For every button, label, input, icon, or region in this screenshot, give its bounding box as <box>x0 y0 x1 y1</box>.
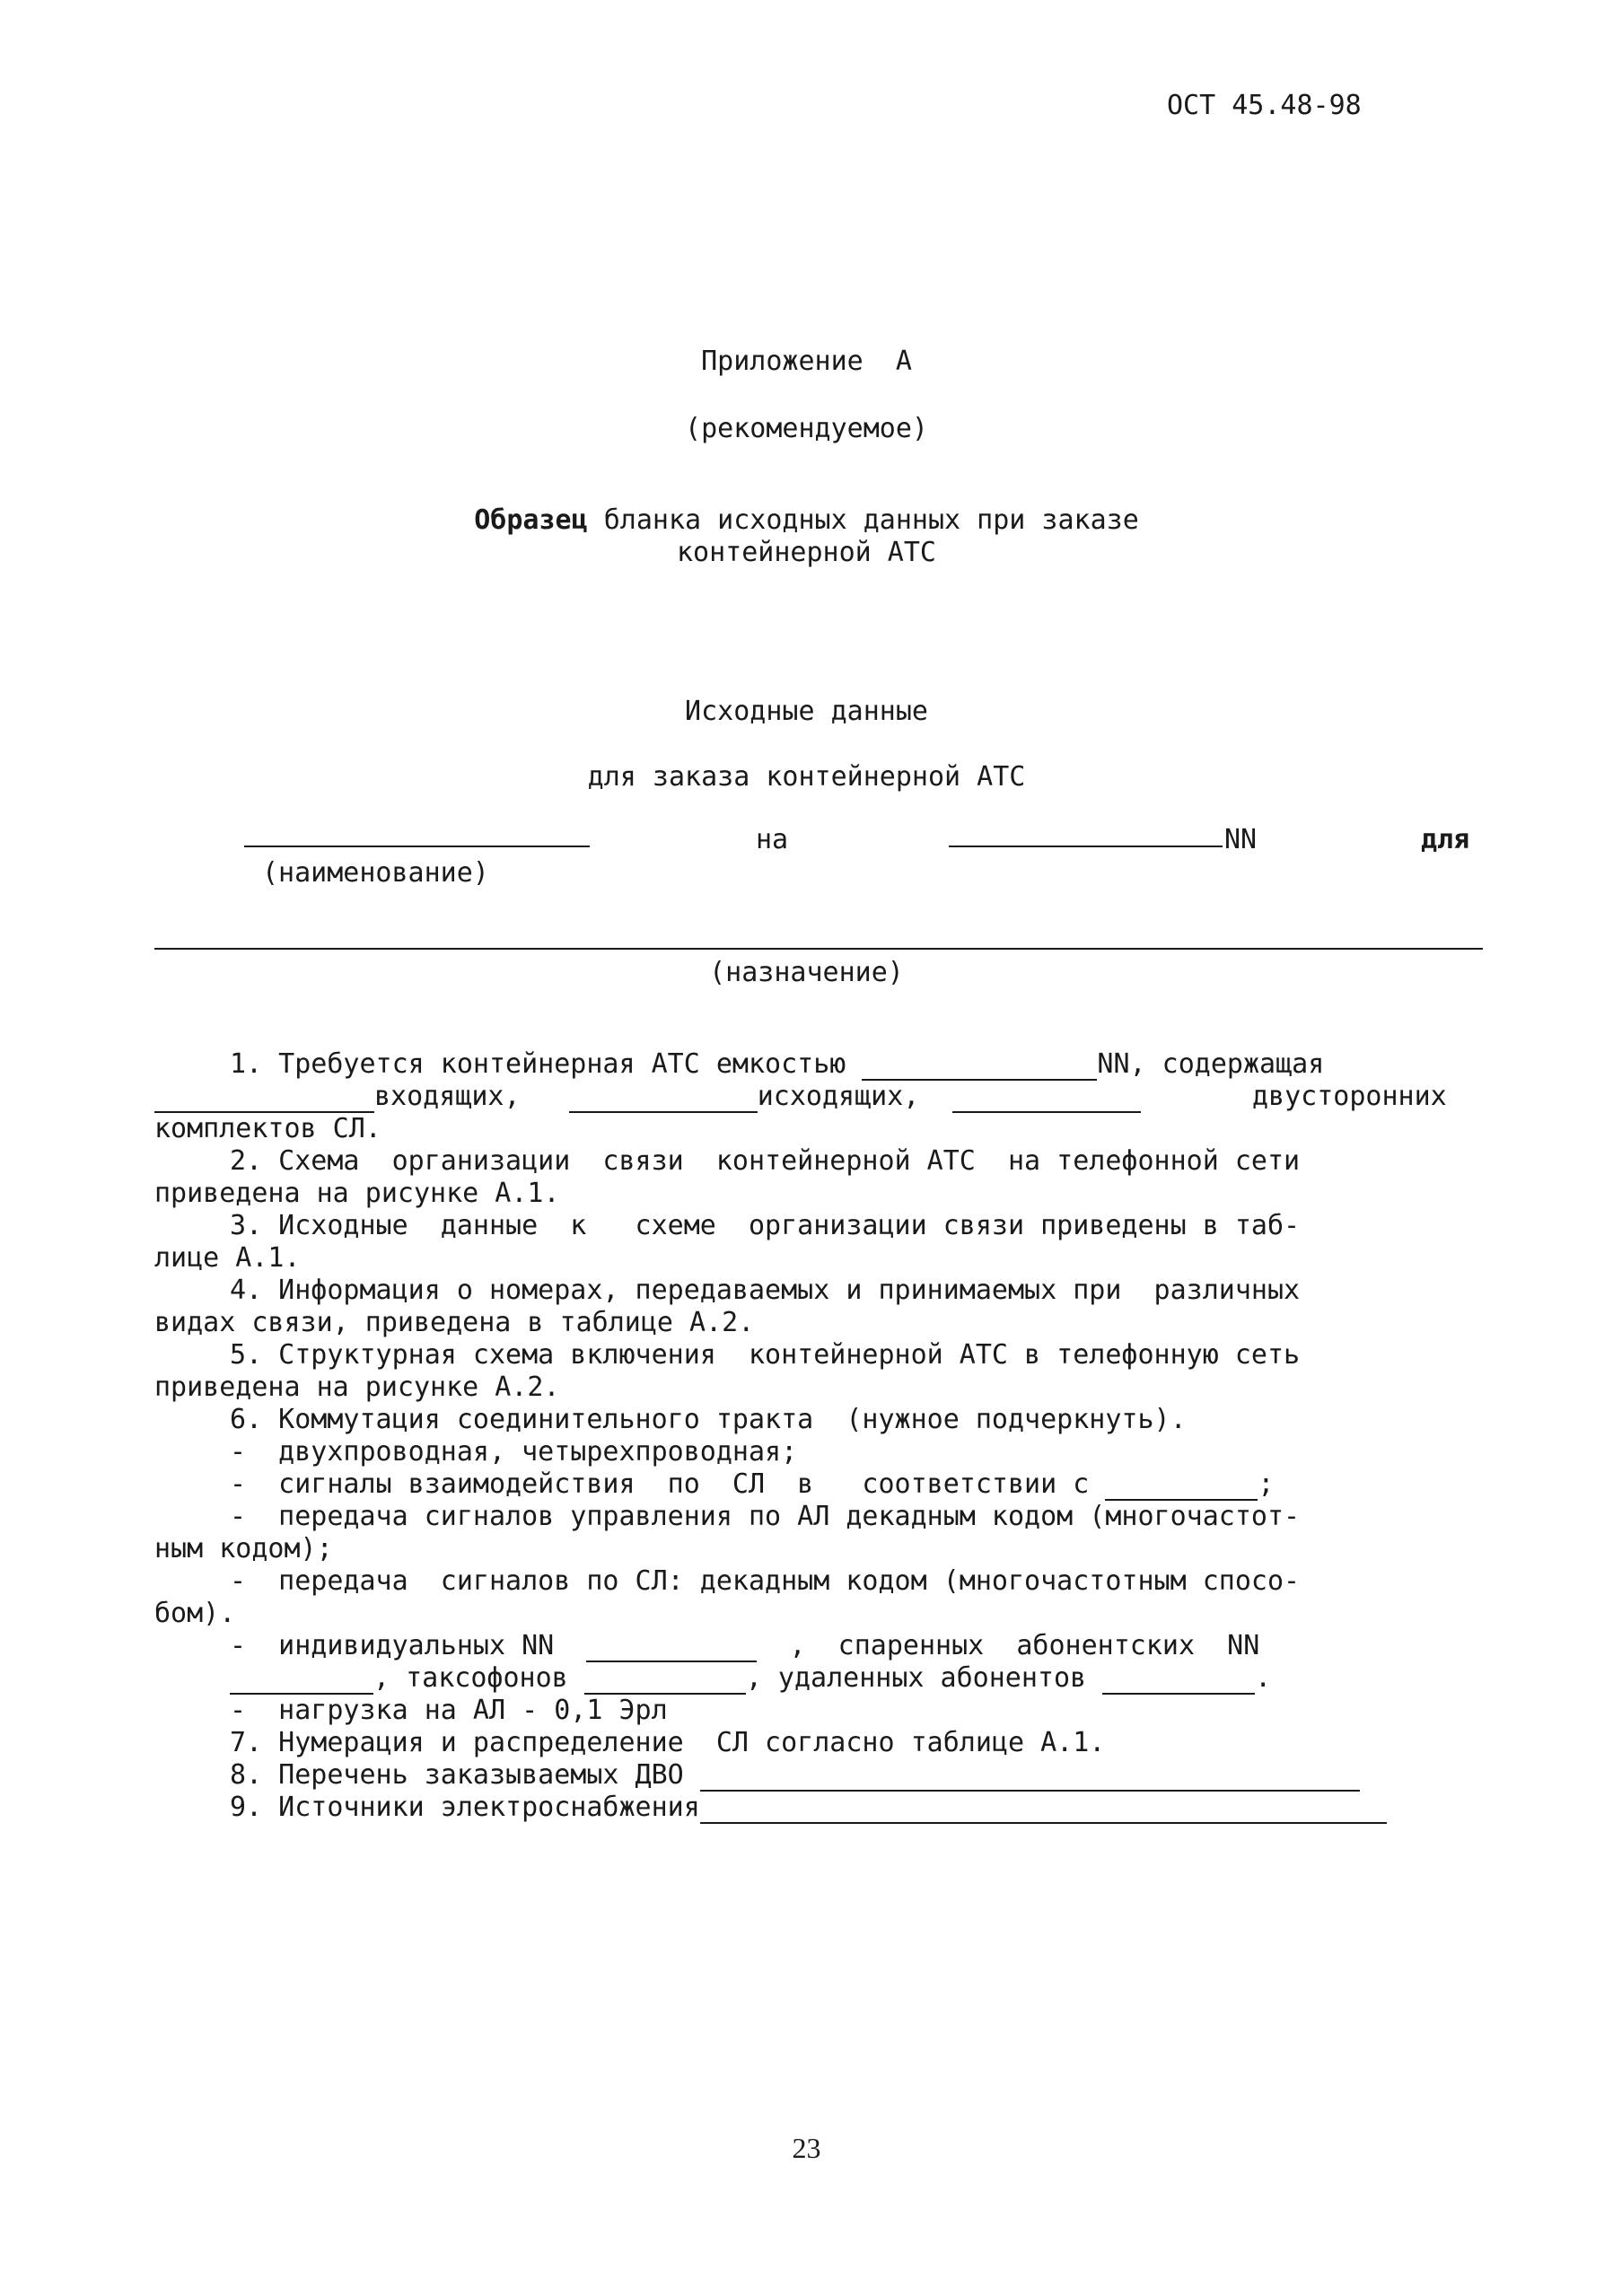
incoming-blank[interactable] <box>154 1088 374 1113</box>
appendix-status: (рекомендуемое) <box>685 413 928 444</box>
remote-end: . <box>1255 1662 1272 1694</box>
item-6-load: - нагрузка на АЛ - 0,1 Эрл <box>230 1695 668 1726</box>
nn-blank[interactable] <box>949 846 1223 847</box>
purpose-blank[interactable] <box>154 948 1483 950</box>
nn-label: NN <box>1224 824 1258 855</box>
item-1-line1 <box>230 1048 1324 1081</box>
item-9-label: 9. Источники электроснабжения <box>230 1792 700 1823</box>
form-subtitle: для заказа контейнерной АТС <box>587 761 1026 793</box>
form-title: Исходные данные <box>685 696 928 727</box>
item-7: 7. Нумерация и распределение СЛ согласно таблице А.1. <box>230 1727 1106 1758</box>
item-1-text-b: NN, содержащая <box>1097 1048 1325 1080</box>
individual-label: - индивидуальных NN <box>230 1630 555 1661</box>
item-4-line2: видах связи, приведена в таблице А.2. <box>154 1307 755 1338</box>
item-1-line2 <box>154 1081 1141 1113</box>
item-6-signals <box>230 1468 1274 1501</box>
na-label: на <box>756 824 789 855</box>
item-5-line2: приведена на рисунке А.2. <box>154 1371 560 1403</box>
remote-label: , удаленных абонентов <box>745 1662 1087 1694</box>
signals-text: - сигналы взаимодействия по СЛ в соответствии с <box>230 1468 1090 1500</box>
heading-bold-word: Образец <box>474 504 588 536</box>
item-6-al-line1: - передача сигналов управления по АЛ декадным кодом (многочастот- <box>230 1501 1301 1532</box>
item-3-line2: лице А.1. <box>154 1242 301 1274</box>
item-6-numbers-line2 <box>230 1662 1271 1695</box>
item-8-label: 8. Перечень заказываемых ДВО <box>230 1759 684 1791</box>
document-code: ОСТ 45.48-98 <box>1167 90 1362 121</box>
item-6-sl-line1: - передача сигналов по СЛ: декадным кодом (многочастотным спосо- <box>230 1565 1301 1597</box>
power-blank[interactable] <box>700 1799 1387 1824</box>
paired-blank[interactable] <box>230 1669 373 1695</box>
item-8 <box>230 1759 1360 1792</box>
payphone-blank[interactable] <box>584 1669 746 1695</box>
item-2-line2: приведена на рисунке А.1. <box>154 1178 560 1209</box>
bidirectional-blank[interactable] <box>952 1088 1141 1113</box>
item-1-text-a: 1. Требуется контейнерная АТС емкостью <box>230 1048 846 1080</box>
item-2-line1: 2. Схема организации связи контейнерной АТС на телефонной сети <box>230 1145 1301 1177</box>
item-6: 6. Коммутация соединительного тракта (нужное подчеркнуть). <box>230 1404 1187 1435</box>
dvo-blank[interactable] <box>700 1766 1360 1792</box>
item-6-numbers-line1 <box>230 1630 1259 1662</box>
item-6-sl-line2: бом). <box>154 1598 236 1629</box>
item-3-line1: 3. Исходные данные к схеме организации связи приведены в таб- <box>230 1210 1301 1241</box>
incoming-label: входящих, <box>374 1081 521 1112</box>
signals-end: ; <box>1258 1468 1275 1500</box>
remote-blank[interactable] <box>1102 1669 1255 1695</box>
purpose-caption: (назначение) <box>709 957 904 988</box>
item-6-wire-type: - двухпроводная, четырехпроводная; <box>230 1436 798 1468</box>
capacity-blank[interactable] <box>862 1056 1097 1081</box>
item-5-line1: 5. Структурная схема включения контейнерной АТС в телефонную сеть <box>230 1339 1301 1371</box>
name-caption: (наименование) <box>262 857 489 889</box>
page-number: 23 <box>792 2132 821 2164</box>
heading-line1-rest: бланка исходных данных при заказе <box>587 504 1139 536</box>
paired-label: , спаренных абонентских NN <box>789 1630 1260 1661</box>
appendix-title: Приложение А <box>701 346 912 377</box>
payphone-label: , таксофонов <box>373 1662 568 1694</box>
dlya-label: для <box>1421 824 1470 855</box>
item-1-line3: комплектов СЛ. <box>154 1113 381 1144</box>
signals-blank[interactable] <box>1105 1476 1258 1501</box>
outgoing-blank[interactable] <box>569 1088 758 1113</box>
appendix-heading-line2: контейнерной АТС <box>677 537 936 568</box>
item-6-al-line2: ным кодом); <box>154 1533 333 1564</box>
bidirectional-label: двусторонних <box>1252 1081 1447 1112</box>
outgoing-label: исходящих, <box>757 1081 920 1112</box>
item-4-line1: 4. Информация о номерах, передаваемых и принимаемых при различных <box>230 1275 1301 1306</box>
name-blank[interactable] <box>244 846 590 847</box>
item-9 <box>230 1792 1387 1824</box>
appendix-heading-line1 <box>0 504 1613 536</box>
individual-blank[interactable] <box>586 1637 757 1662</box>
